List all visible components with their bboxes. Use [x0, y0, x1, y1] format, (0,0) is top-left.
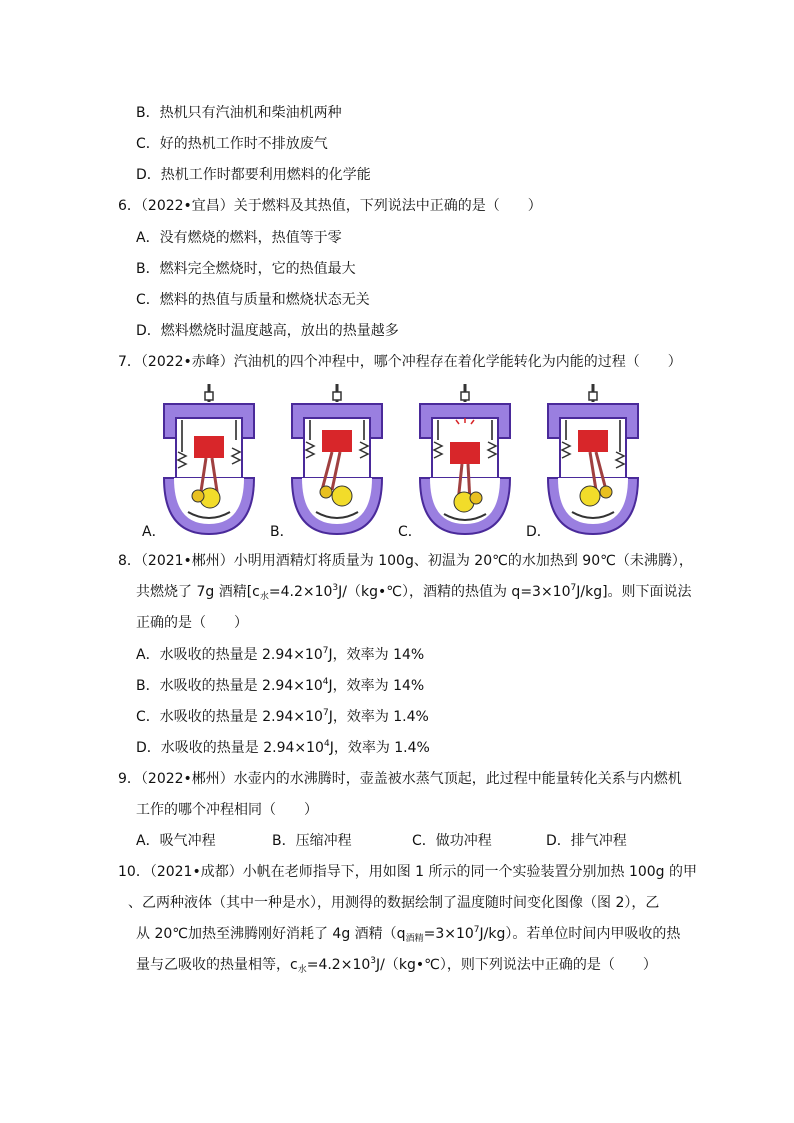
engine-power-diagram [410, 378, 520, 538]
engine-stroke-figures [136, 378, 696, 543]
engine-figure-c [392, 378, 522, 543]
q10-line-1: 10．（2021•成都）小帆在老师指导下，用如图 1 所示的同一个实验装置分别加热 100g 的甲 [118, 864, 698, 880]
q6-stem: 6．（2022•宜昌）关于燃料及其热值，下列说法中正确的是（ ） [118, 198, 542, 214]
engine-figure-d [520, 378, 650, 543]
q10-line-2: 、乙两种液体（其中一种是水），用测得的数据绘制了温度随时间变化图像（图 2），乙 [128, 895, 660, 911]
q9-option-b: B．压缩冲程 [272, 833, 352, 849]
q5-option-d: D．热机工作时都要利用燃料的化学能 [136, 167, 371, 183]
q9-option-d: D．排气冲程 [546, 833, 627, 849]
q8-line-1: 8．（2021•郴州）小明用酒精灯将质量为 100g、初温为 20℃的水加热到 90℃（未沸腾）， [118, 553, 693, 569]
q9-option-c: C．做功冲程 [412, 833, 492, 849]
q5-option-b: B．热机只有汽油机和柴油机两种 [136, 105, 342, 121]
engine-exhaust-diagram [538, 378, 648, 538]
q6-option-b: B．燃料完全燃烧时，它的热值最大 [136, 261, 356, 277]
engine-intake-diagram [154, 378, 264, 538]
q6-option-d: D．燃料燃烧时温度越高，放出的热量越多 [136, 323, 399, 339]
q9-line-1: 9．（2022•郴州）水壶内的水沸腾时，壶盖被水蒸气顶起，此过程中能量转化关系与内燃机 [118, 771, 682, 787]
engine-compression-diagram [282, 378, 392, 538]
q8-line-3: 正确的是（ ） [136, 615, 248, 631]
q8-line-2: 共燃烧了 7g 酒精[$c_水=4.2\times 10^3J/(kg•℃)$，酒精的热值为 $q=3\times 10^7J/kg$]。则下面说法 [136, 583, 692, 602]
q10-line-4: 量与乙吸收的热量相等，$c_水=4.2\times 10^3J/(kg•℃)$，则下列说法中正确的是（ ） [136, 956, 657, 975]
q7-stem: 7．（2022•赤峰）汽油机的四个冲程中，哪个冲程存在着化学能转化为内能的过程（ ） [118, 354, 682, 370]
option-label-a: A． [142, 524, 166, 540]
q9-option-a: A．吸气冲程 [136, 833, 216, 849]
q10-line-3: 从 20℃加热至沸腾刚好消耗了 4g 酒精$(q_{酒精}=3\times 10^7J/kg)$。若单位时间内甲吸收的热 [136, 925, 681, 944]
option-label-b: B． [270, 524, 294, 540]
q8-option-a: A．水吸收的热量是 $2.94\times 10^7J$，效率为 14% [136, 646, 425, 663]
q5-option-c: C．好的热机工作时不排放废气 [136, 136, 328, 152]
engine-figure-a [136, 378, 266, 543]
q8-option-d: D．水吸收的热量是 $2.94\times 10^4J$，效率为 1.4% [136, 739, 430, 756]
q6-option-a: A．没有燃烧的燃料，热值等于零 [136, 230, 342, 246]
q8-option-c: C．水吸收的热量是 $2.94\times 10^7J$，效率为 1.4% [136, 708, 429, 725]
q9-line-2: 工作的哪个冲程相同（ ） [136, 802, 318, 818]
q6-option-c: C．燃料的热值与质量和燃烧状态无关 [136, 292, 370, 308]
q8-option-b: B．水吸收的热量是 $2.94\times 10^4J$，效率为 14% [136, 677, 425, 694]
engine-figure-b [264, 378, 394, 543]
option-label-c: C． [398, 524, 422, 540]
option-label-d: D． [526, 524, 551, 540]
